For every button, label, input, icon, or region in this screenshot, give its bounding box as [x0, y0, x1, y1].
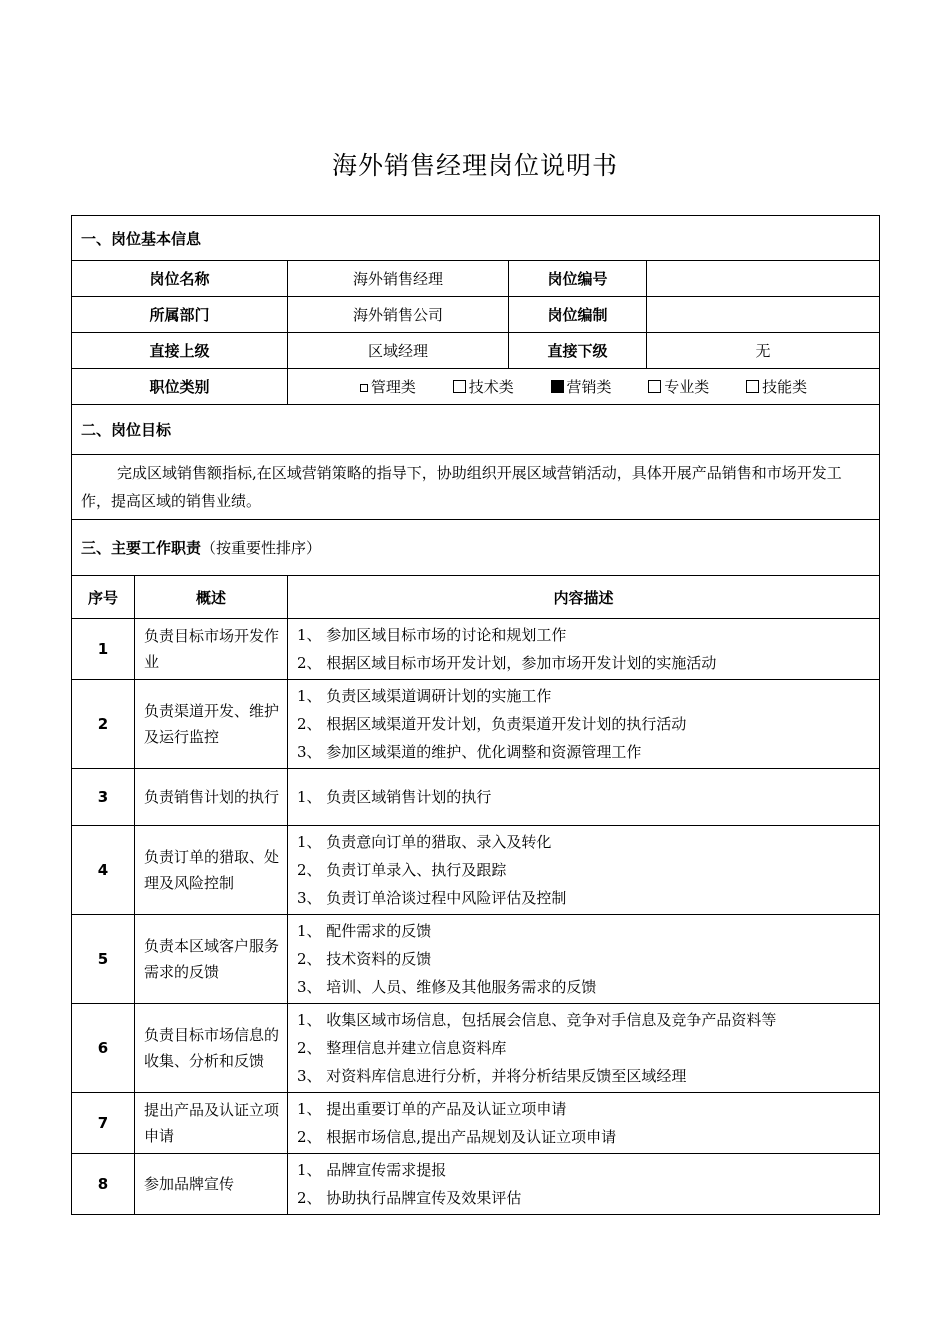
duty-summary: 提出产品及认证立项申请: [135, 1093, 288, 1154]
duty-summary: 负责目标市场信息的收集、分析和反馈: [135, 1004, 288, 1093]
duty-summary: 负责本区域客户服务需求的反馈: [135, 915, 288, 1004]
category-option[interactable]: 技术类: [453, 376, 514, 397]
duty-summary: 参加品牌宣传: [135, 1154, 288, 1215]
duty-item: 1、 配件需求的反馈: [297, 922, 432, 940]
duty-number: 6: [72, 1004, 135, 1093]
info-row: [72, 297, 880, 333]
duty-items: [288, 1154, 880, 1215]
duty-item: 1、 负责区域渠道调研计划的实施工作: [297, 687, 552, 705]
duty-row: [72, 769, 880, 826]
info-value: [647, 261, 880, 297]
column-header: 内容描述: [288, 576, 880, 619]
duty-item: 2、 负责订单录入、执行及跟踪: [297, 861, 507, 879]
duty-row: [72, 619, 880, 680]
duty-summary: 负责订单的猎取、处理及风险控制: [135, 826, 288, 915]
info-label: 岗位编号: [509, 261, 647, 297]
checkbox-checked-icon: [551, 380, 564, 393]
duty-item: 2、 根据区域渠道开发计划，负责渠道开发计划的执行活动: [297, 715, 687, 733]
duty-item: 3、 培训、人员、维修及其他服务需求的反馈: [297, 978, 597, 996]
duty-item: 3、 参加区域渠道的维护、优化调整和资源管理工作: [297, 743, 642, 761]
info-value: 无: [647, 333, 880, 369]
duty-items: [288, 680, 880, 769]
duty-item: 1、 品牌宣传需求提报: [297, 1161, 447, 1179]
section-heading-duties: 三、主要工作职责（按重要性排序）: [72, 520, 880, 576]
info-label: 直接上级: [72, 333, 288, 369]
duty-items: [288, 1093, 880, 1154]
info-row: [72, 333, 880, 369]
duty-row: [72, 1093, 880, 1154]
info-label: 直接下级: [509, 333, 647, 369]
duty-item: 1、 收集区域市场信息，包括展会信息、竞争对手信息及竞争产品资料等: [297, 1011, 777, 1029]
info-value: [647, 297, 880, 333]
duty-row: [72, 915, 880, 1004]
column-header: 序号: [72, 576, 135, 619]
duty-number: 4: [72, 826, 135, 915]
duty-number: 7: [72, 1093, 135, 1154]
info-row: [72, 261, 880, 297]
duty-summary: 负责目标市场开发作业: [135, 619, 288, 680]
duty-items: [288, 1004, 880, 1093]
section-note: （按重要性排序）: [201, 539, 322, 557]
job-description-table: [71, 215, 880, 1215]
duty-item: 1、 参加区域目标市场的讨论和规划工作: [297, 626, 567, 644]
duty-items: [288, 769, 880, 826]
duty-item: 2、 技术资料的反馈: [297, 950, 432, 968]
duty-row: [72, 680, 880, 769]
info-value: 海外销售经理: [288, 261, 509, 297]
duty-row: [72, 1004, 880, 1093]
duty-item: 2、 根据市场信息,提出产品规划及认证立项申请: [297, 1128, 617, 1146]
section-heading-goal: 二、岗位目标: [72, 405, 880, 455]
duty-summary: 负责渠道开发、维护及运行监控: [135, 680, 288, 769]
category-options: [288, 369, 880, 405]
category-row: [72, 369, 880, 405]
category-option[interactable]: 管理类: [360, 376, 416, 397]
info-label: 岗位编制: [509, 297, 647, 333]
duty-item: 2、 根据区域目标市场开发计划，参加市场开发计划的实施活动: [297, 654, 717, 672]
duty-row: [72, 1154, 880, 1215]
category-label: 职位类别: [72, 369, 288, 405]
duty-items: [288, 619, 880, 680]
page-title: 海外销售经理岗位说明书: [331, 151, 618, 180]
column-header: 概述: [135, 576, 288, 619]
duty-item: 2、 整理信息并建立信息资料库: [297, 1039, 507, 1057]
checkbox-icon: [360, 384, 368, 392]
checkbox-icon: [746, 380, 759, 393]
duty-item: 3、 负责订单洽谈过程中风险评估及控制: [297, 889, 567, 907]
duty-item: 1、 负责区域销售计划的执行: [297, 788, 492, 806]
duties-header-row: [72, 576, 880, 619]
section-heading-basic-info: 一、岗位基本信息: [72, 216, 880, 261]
info-value: 海外销售公司: [288, 297, 509, 333]
duty-summary: 负责销售计划的执行: [135, 769, 288, 826]
info-value: 区域经理: [288, 333, 509, 369]
duty-number: 2: [72, 680, 135, 769]
duty-number: 8: [72, 1154, 135, 1215]
duty-item: 2、 协助执行品牌宣传及效果评估: [297, 1189, 522, 1207]
duty-items: [288, 915, 880, 1004]
category-option[interactable]: 营销类: [551, 376, 612, 397]
duty-number: 5: [72, 915, 135, 1004]
duty-items: [288, 826, 880, 915]
duty-item: 3、 对资料库信息进行分析，并将分析结果反馈至区域经理: [297, 1067, 687, 1085]
info-label: 岗位名称: [72, 261, 288, 297]
goal-text: 完成区域销售额指标,在区域营销策略的指导下，协助组织开展区域营销活动，具体开展产品销售和市场开发工作，提高区域的销售业绩。: [72, 455, 880, 520]
duty-number: 3: [72, 769, 135, 826]
duty-row: [72, 826, 880, 915]
info-label: 所属部门: [72, 297, 288, 333]
checkbox-icon: [648, 380, 661, 393]
checkbox-icon: [453, 380, 466, 393]
duty-item: 1、 负责意向订单的猎取、录入及转化: [297, 833, 552, 851]
category-option[interactable]: 专业类: [648, 376, 709, 397]
category-option[interactable]: 技能类: [746, 376, 807, 397]
duty-item: 1、 提出重要订单的产品及认证立项申请: [297, 1100, 567, 1118]
duty-number: 1: [72, 619, 135, 680]
